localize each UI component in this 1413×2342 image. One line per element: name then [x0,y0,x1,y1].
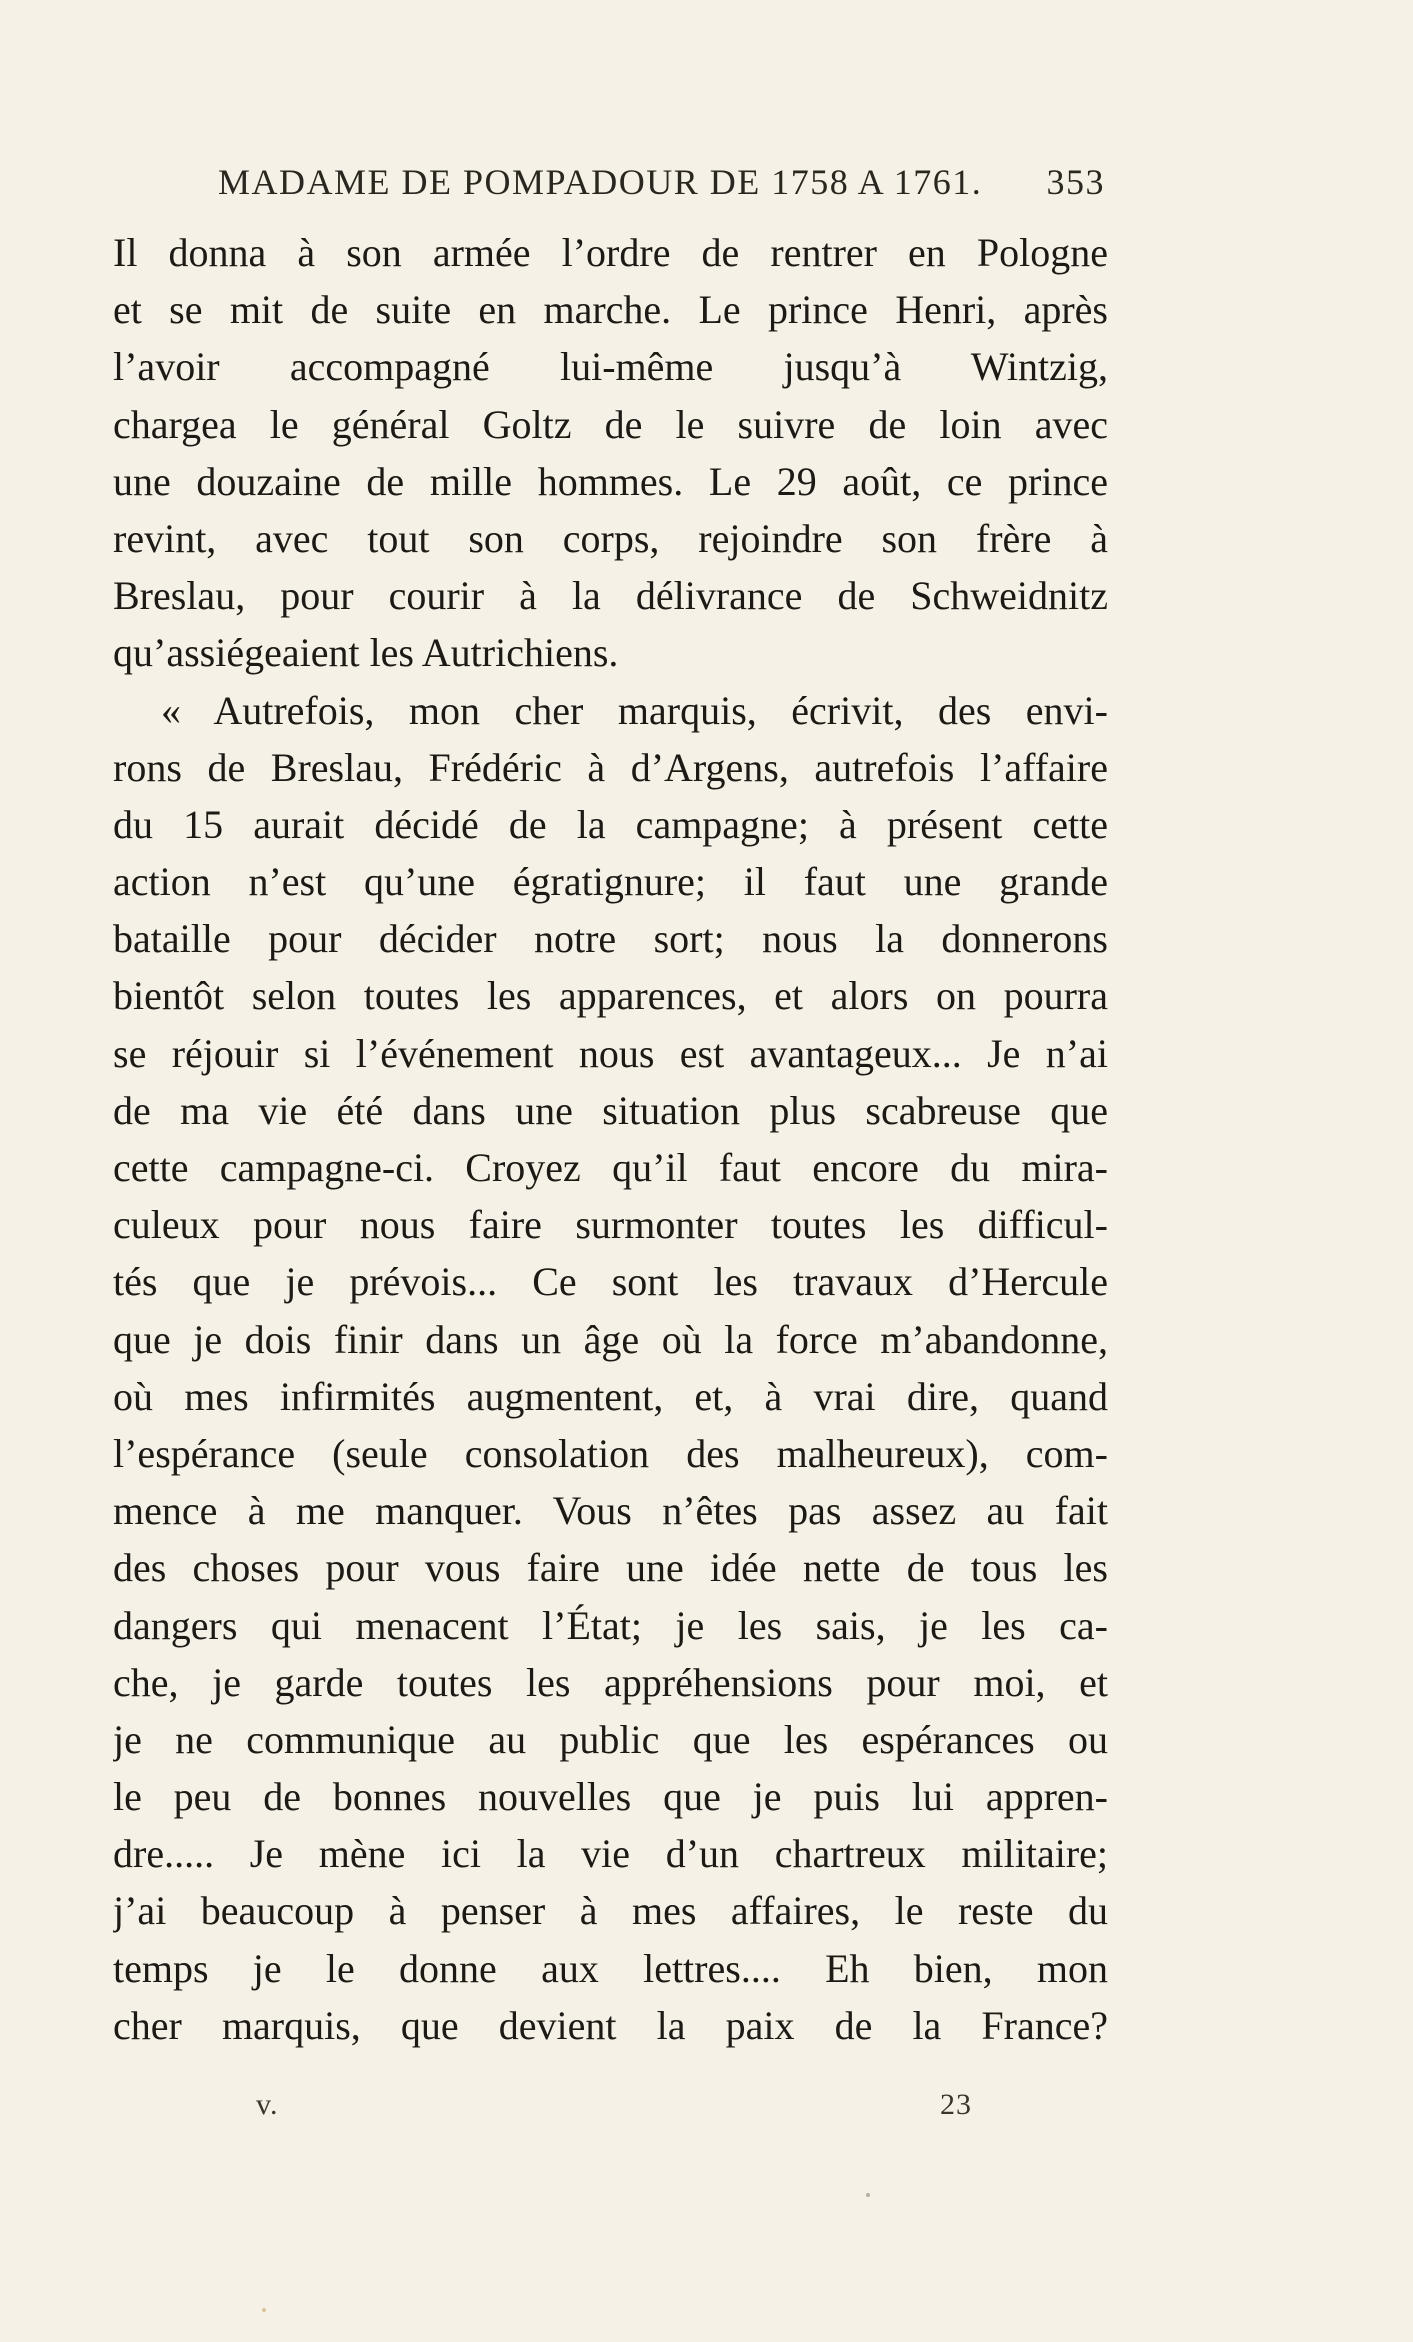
text-line: bientôt selon toutes les apparences, et alors on pourra [113,973,1108,1019]
text-line: cher marquis, que devient la paix de la France? [113,2002,1108,2048]
text-line: où mes infirmités augmentent, et, à vrai dire, quand [113,1373,1108,1419]
text-line: culeux pour nous faire surmonter toutes les difficul- [113,1202,1108,1248]
text-line: dre..... Je mène ici la vie d’un chartreux militaire; [113,1831,1108,1877]
text-line: che, je garde toutes les appréhensions pour moi, et [113,1659,1108,1705]
text-line: l’avoir accompagné lui-même jusqu’à Wintzig, [113,344,1108,390]
signature-mark: v. [256,2088,279,2121]
text-line: du 15 aurait décidé de la campagne; à présent cette [113,801,1108,847]
paper-speck [866,2193,870,2197]
page-number: 353 [1046,162,1105,202]
text-line: rons de Breslau, Frédéric à d’Argens, autrefois l’affaire [113,744,1108,790]
text-line: revint, avec tout son corps, rejoindre son frère à [113,515,1108,561]
text-line: se réjouir si l’événement nous est avantageux... Je n’ai [113,1030,1108,1076]
text-line: qu’assiégeaient les Autrichiens. [113,630,619,676]
text-line: l’espérance (seule consolation des malheureux), com- [113,1430,1108,1476]
text-line: Breslau, pour courir à la délivrance de Schweidnitz [113,573,1108,619]
text-line: cette campagne-ci. Croyez qu’il faut encore du mira- [113,1145,1108,1190]
text-line: action n’est qu’une égratignure; il faut une grande [113,859,1108,905]
text-line: « Autrefois, mon cher marquis, écrivit, des envi- [161,687,1108,733]
text-line: une douzaine de mille hommes. Le 29 août, ce prince [113,458,1108,504]
text-line: chargea le général Goltz de le suivre de loin avec [113,401,1108,447]
text-line: tés que je prévois... Ce sont les travaux d’Hercule [113,1259,1108,1305]
paper-speck [262,2308,266,2312]
gathering-number: 23 [940,2088,972,2121]
text-line: mence à me manquer. Vous n’êtes pas assez au fait [113,1488,1108,1534]
text-line: je ne communique au public que les espérances ou [113,1716,1108,1762]
text-line: et se mit de suite en marche. Le prince Henri, après [113,287,1108,333]
running-title: MADAME DE POMPADOUR DE 1758 A 1761. [218,162,983,202]
text-line: le peu de bonnes nouvelles que je puis lui appren- [113,1774,1108,1820]
text-line: des choses pour vous faire une idée nette de tous les [113,1545,1108,1591]
text-line: temps je le donne aux lettres.... Eh bien, mon [113,1945,1108,1991]
text-line: j’ai beaucoup à penser à mes affaires, le reste du [113,1888,1108,1934]
text-line: bataille pour décider notre sort; nous la donnerons [113,916,1108,962]
body-text [113,224,1108,2054]
text-line: Il donna à son armée l’ordre de rentrer en Pologne [113,230,1108,275]
text-line: dangers qui menacent l’État; je les sais, je les ca- [113,1602,1108,1648]
text-line: que je dois finir dans un âge où la force m’abandonne, [113,1316,1108,1362]
text-line: de ma vie été dans une situation plus scabreuse que [113,1087,1108,1133]
